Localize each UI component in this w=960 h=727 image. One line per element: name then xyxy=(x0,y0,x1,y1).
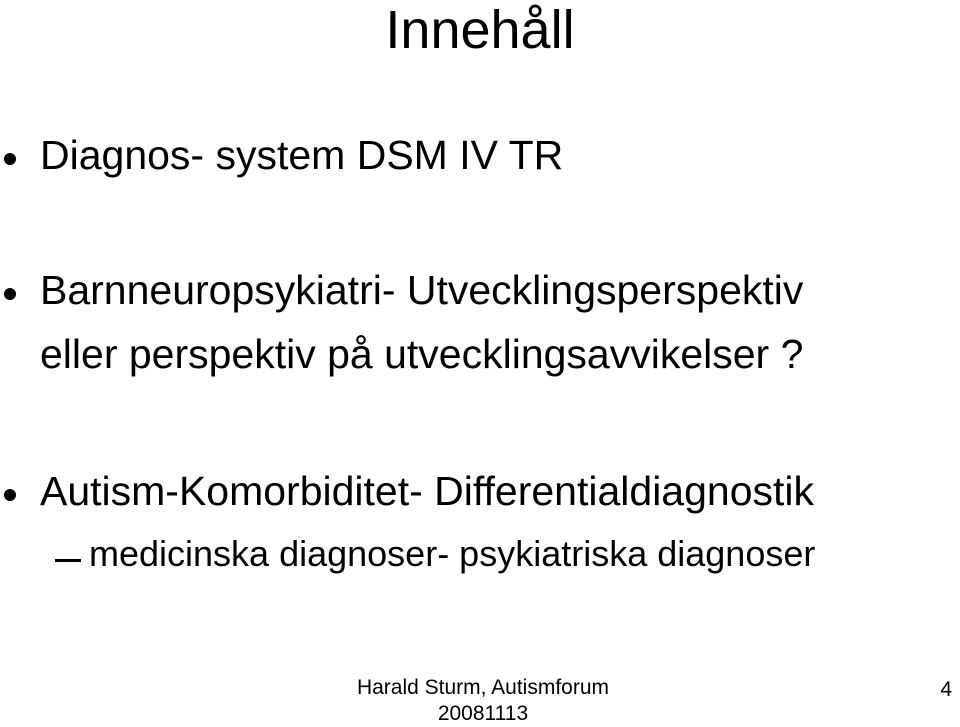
bullet-dot-icon xyxy=(4,153,16,165)
footer-author: Harald Sturm, Autismforum xyxy=(356,676,610,699)
sub-bullet-text: medicinska diagnoser- psykiatriska diagnoser xyxy=(89,533,816,574)
bullet-text-continuation: eller perspektiv på utvecklingsavvikelser ? xyxy=(40,331,804,377)
footer xyxy=(352,675,614,727)
bullet-dot-icon xyxy=(4,288,16,300)
slide-title: Innehåll xyxy=(385,0,575,60)
bullet-text: Barnneuropsykiatri- Utvecklingsperspektiv xyxy=(40,267,804,313)
bullet-text: Diagnos- system DSM IV TR xyxy=(40,132,564,178)
footer-date: 20081113 xyxy=(437,702,529,725)
bullet-text: Autism-Komorbiditet- Differentialdiagnostik xyxy=(40,468,815,514)
page-number: 4 xyxy=(940,678,952,701)
dash-icon xyxy=(55,559,81,562)
bullet-dot-icon xyxy=(4,489,16,501)
